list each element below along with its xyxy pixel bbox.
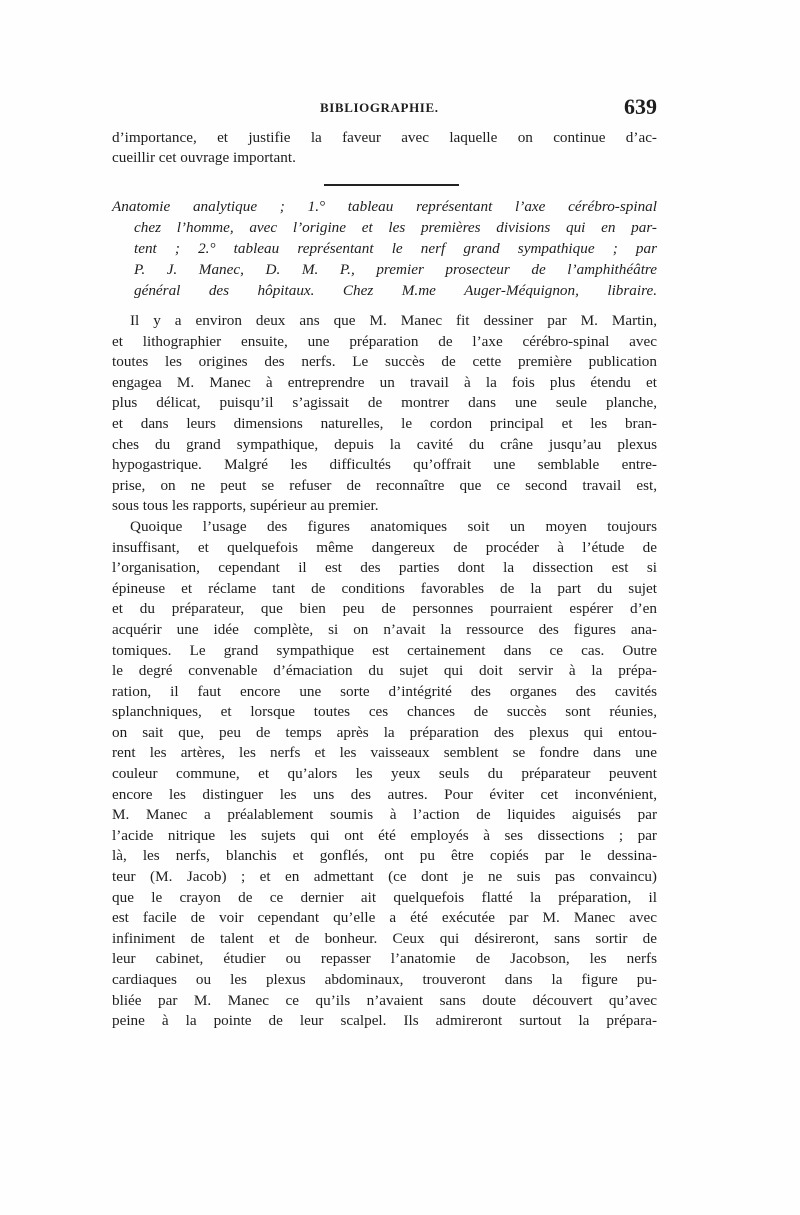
- text-line: le degré convenable d’émaciation du sujet qui doit servir à la prépa-: [112, 662, 657, 680]
- text-line: et du préparateur, que bien peu de personnes pourraient espérer d’en: [112, 600, 657, 618]
- text-line: et dans leurs dimensions naturelles, le cordon principal et les bran-: [112, 414, 657, 432]
- text-line: rent les artères, les nerfs et les vaisseaux semblent se fondre dans une: [112, 744, 657, 762]
- text-line: teur (M. Jacob) ; et en admettant (ce dont je ne suis pas convaincu): [112, 868, 657, 886]
- page: [112, 94, 657, 1032]
- text-line: on sait que, peu de temps après la préparation des plexus qui entou-: [112, 723, 657, 741]
- text-line: ches du grand sympathique, depuis la cavité du crâne jusqu’au plexus: [112, 435, 657, 453]
- entry-line: P. J. Manec, D. M. P., premier prosecteur de l’amphithéâtre: [134, 261, 657, 278]
- text-line: Quoique l’usage des figures anatomiques soit un moyen toujours: [130, 517, 657, 535]
- intro-paragraph: [112, 128, 657, 168]
- text-line: tomiques. Le grand sympathique est certainement dans ce cas. Outre: [112, 641, 657, 659]
- text-line: peine à la pointe de leur scalpel. Ils admireront surtout la prépara-: [112, 1012, 657, 1030]
- running-head: BIBLIOGRAPHIE.: [320, 100, 439, 115]
- page-number: 639: [624, 94, 657, 119]
- text-line: que le crayon de ce dernier ait quelquefois flatté la préparation, il: [112, 888, 657, 906]
- paragraph: [112, 517, 657, 1032]
- review-body: [112, 311, 657, 1032]
- text-line: cueillir cet ouvrage important.: [112, 149, 296, 166]
- text-line: cardiaques ou les plexus abdominaux, trouveront dans la figure pu-: [112, 971, 657, 988]
- text-line: hypogastrique. Malgré les difficultés qu’offrait une semblable entre-: [112, 456, 657, 474]
- entry-line: tent ; 2.° tableau représentant le nerf grand sympathique ; par: [134, 240, 657, 257]
- entry-line: Anatomie analytique ; 1.° tableau représentant l’axe cérébro-spinal: [112, 198, 657, 215]
- text-line: encore les distinguer les uns des autres. Pour éviter cet inconvénient,: [112, 785, 657, 803]
- page-header: [112, 94, 657, 128]
- text-line: M. Manec a préalablement soumis à l’action de liquides aiguisés par: [112, 806, 657, 824]
- section-divider: [324, 184, 459, 186]
- text-line: épineuse et réclame tant de conditions favorables de la part du sujet: [112, 579, 657, 597]
- text-line: splanchniques, et lorsque toutes ces chances de succès sont réunies,: [112, 703, 657, 721]
- text-line: l’organisation, cependant il est des parties dont la dissection est si: [112, 559, 657, 577]
- text-line: là, les nerfs, blanchis et gonflés, ont pu être copiés par le dessina-: [112, 847, 657, 865]
- entry-line: général des hôpitaux. Chez M.me Auger-Méquignon, libraire.: [134, 282, 657, 299]
- paragraph: [112, 311, 657, 517]
- text-line: infiniment de talent et de bonheur. Ceux qui désireront, sans sortir de: [112, 929, 657, 947]
- text-line: est facile de voir cependant qu’elle a été exécutée par M. Manec avec: [112, 909, 657, 927]
- text-line: ration, il faut encore une sorte d’intégrité des organes des cavités: [112, 682, 657, 700]
- text-line: plus délicat, puisqu’il s’agissait de montrer dans une seule planche,: [112, 394, 657, 412]
- text-line: d’importance, et justifie la faveur avec laquelle on continue d’ac-: [112, 129, 657, 146]
- text-line: bliée par M. Manec ce qu’ils n’avaient sans doute découvert qu’avec: [112, 991, 657, 1009]
- bibliographic-entry: [112, 196, 657, 301]
- text-line: engagea M. Manec à entreprendre un travail à la fois plus étendu et: [112, 373, 657, 391]
- text-line: insuffisant, et quelquefois même dangereux de procéder à l’étude de: [112, 538, 657, 556]
- text-line: prise, on ne peut se refuser de reconnaître que ce second travail est,: [112, 476, 657, 494]
- text-line: acquérir une idée complète, si on n’avait la ressource des figures ana-: [112, 620, 657, 638]
- text-line: couleur commune, et qu’alors les yeux seuls du préparateur peuvent: [112, 765, 657, 783]
- text-line: et lithographier ensuite, une préparation de l’axe cérébro-spinal avec: [112, 332, 657, 350]
- text-line: l’acide nitrique les sujets qui ont été employés à ses dissections ; par: [112, 826, 657, 844]
- text-line: toutes les origines des nerfs. Le succès de cette première publication: [112, 353, 657, 371]
- text-line: leur cabinet, étudier ou repasser l’anatomie de Jacobson, les nerfs: [112, 950, 657, 968]
- entry-line: chez l’homme, avec l’origine et les premières divisions qui en par-: [134, 219, 657, 236]
- text-line: Il y a environ deux ans que M. Manec fit dessiner par M. Martin,: [130, 312, 657, 329]
- text-line: sous tous les rapports, supérieur au premier.: [112, 497, 379, 515]
